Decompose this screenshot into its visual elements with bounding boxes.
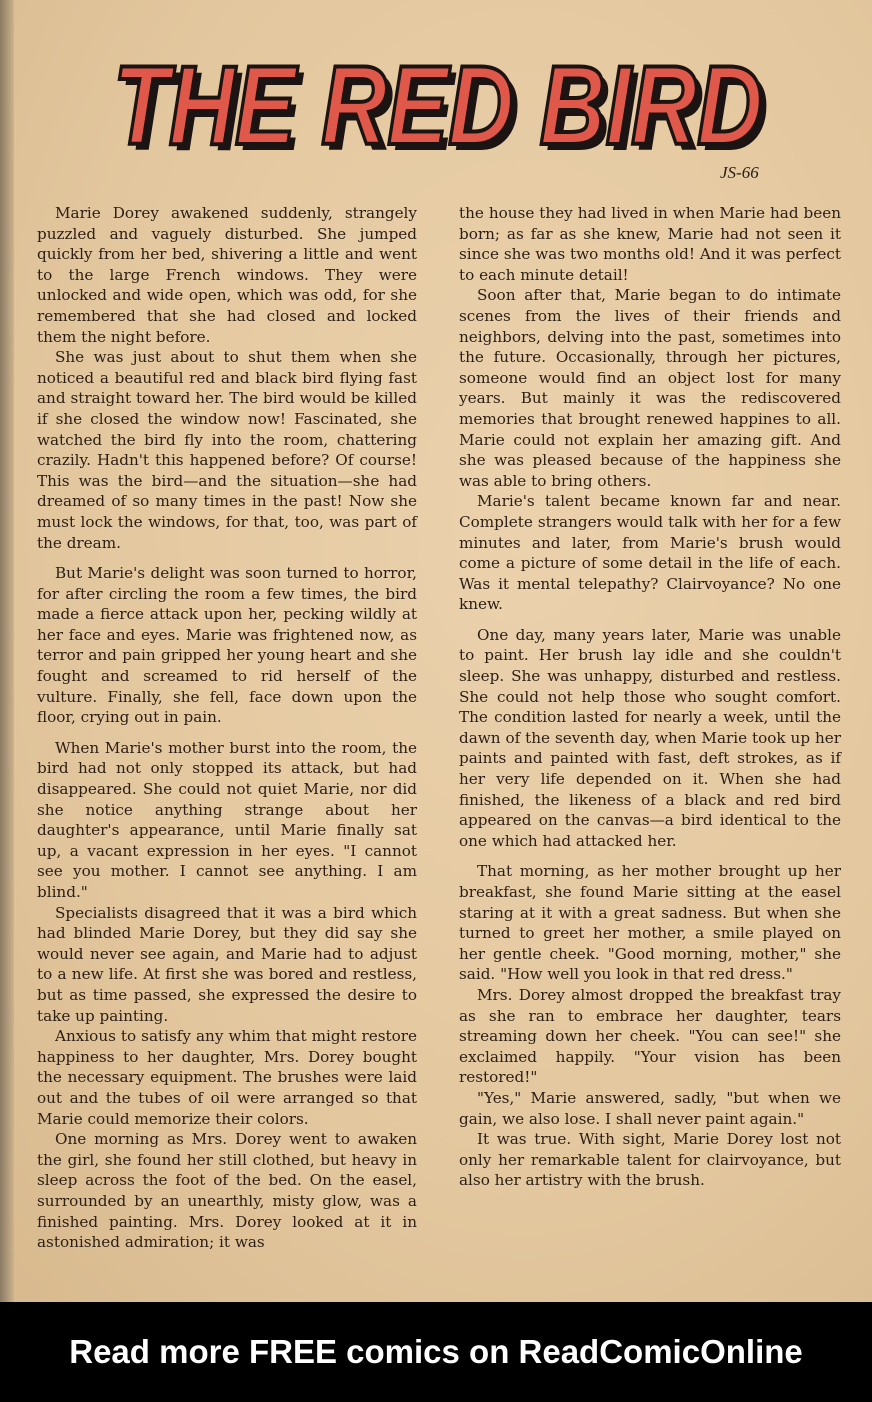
story-code: JS-66 xyxy=(720,163,759,182)
promo-banner: Read more FREE comics on ReadComicOnline xyxy=(0,1302,872,1402)
paragraph: Mrs. Dorey almost dropped the breakfast tray as she ran to embrace her daughter, tears streaming down her cheek. "You can see!" she exclaimed happily. "Your vision has been restored!" xyxy=(459,985,841,1087)
paragraph: Soon after that, Marie began to do intimate scenes from the lives of their friends and neighbors, delving into the past, sometimes into the future. Occasionally, through her pictures, someone would find an object lost for many years. But mainly it was the rediscovered memories that brought renewed happines to all. Marie could not explain her amazing gift. And she was pleased because of the happiness she was able to bring others. xyxy=(459,286,841,490)
right-text-column xyxy=(459,203,841,1191)
paragraph: One morning as Mrs. Dorey went to awaken the girl, she found her still clothed, but heavy in sleep across the foot of the bed. On the easel, surrounded by an unearthly, misty glow, was a finished painting. Mrs. Dorey looked at it in astonished admiration; it was xyxy=(37,1130,417,1252)
paragraph: Anxious to satisfy any whim that might restore happiness to her daughter, Mrs. Dorey bought the necessary equipment. The brushes were laid out and the tubes of oil were arranged so that Marie could memorize their colors. xyxy=(37,1027,417,1128)
title-text: THE RED BIRD xyxy=(113,43,763,168)
paragraph: When Marie's mother burst into the room, the bird had not only stopped its attack, but had disappeared. She could not quiet Marie, nor did she notice anything strange about her daughter's appearance, until Marie finally sat up, a vacant expression in her eyes. "I cannot see you mother. I cannot see anything. I am blind." xyxy=(37,738,417,901)
paragraph: But Marie's delight was soon turned to horror, for after circling the room a few times, the bird made a fierce attack upon her, pecking wildly at her face and eyes. Marie was frightened now, as terror and pain gripped her young heart and she fought and screamed to rid herself of the vulture. Finally, she fell, face down upon the floor, crying out in pain. xyxy=(37,564,417,727)
paragraph: That morning, as her mother brought up her breakfast, she found Marie sitting at the easel staring at it with a great sadness. But when she turned to greet her mother, a smile played on her gentle cheek. "Good morning, mother," she said. "How well you look in that red dress." xyxy=(459,862,841,984)
paragraph: She was just about to shut them when she noticed a beautiful red and black bird flying fast and straight toward her. The bird would be killed if she closed the window now! Fascinated, she watched the bird fly into the room, chattering crazily. Hadn't this happened before? Of course! This was the bird—and the situation—she had dreamed of so many times in the past! Now she must lock the windows, for that, too, was part of the dream. xyxy=(37,348,417,552)
title-shadow: THE RED BIRD xyxy=(119,49,769,168)
paragraph: Marie's talent became known far and near. Complete strangers would talk with her for a few minutes and later, from Marie's brush would come a picture of some detail in the life of each. Was it mental telepathy? Clairvoyance? No one knew. xyxy=(459,492,841,614)
story-title-logo xyxy=(100,38,780,168)
paragraph: Specialists disagreed that it was a bird which had blinded Marie Dorey, but they did say she would never see again, and Marie had to adjust to a new life. At first she was bored and restless, but as time passed, she expressed the desire to take up painting. xyxy=(37,903,417,1025)
paragraph: One day, many years later, Marie was unable to paint. Her brush lay idle and she couldn't sleep. She was unhappy, disturbed and restless. She could not help those who sought comfort. The condition lasted for nearly a week, until the dawn of the seventh day, when Marie took up her paints and painted with fast, deft strokes, as if her very life depended on it. When she had finished, the likeness of a black and red bird appeared on the canvas—a bird identical to the one which had attacked her. xyxy=(459,625,841,850)
paragraph: the house they had lived in when Marie had been born; as far as she knew, Marie had not seen it since she was two months old! And it was perfect to each minute detail! xyxy=(459,204,841,284)
left-text-column xyxy=(37,203,417,1253)
paragraph: "Yes," Marie answered, sadly, "but when we gain, we also lose. I shall never paint again." xyxy=(459,1088,841,1128)
page-spine-shadow xyxy=(0,0,14,1302)
paragraph: It was true. With sight, Marie Dorey lost not only her remarkable talent for clairvoyance, but also her artistry with the brush. xyxy=(459,1130,841,1190)
paragraph: Marie Dorey awakened suddenly, strangely puzzled and vaguely disturbed. She jumped quickly from her bed, shivering a little and went to the large French windows. They were unlocked and wide open, which was odd, for she remembered that she had closed and locked them the night before. xyxy=(37,204,417,346)
